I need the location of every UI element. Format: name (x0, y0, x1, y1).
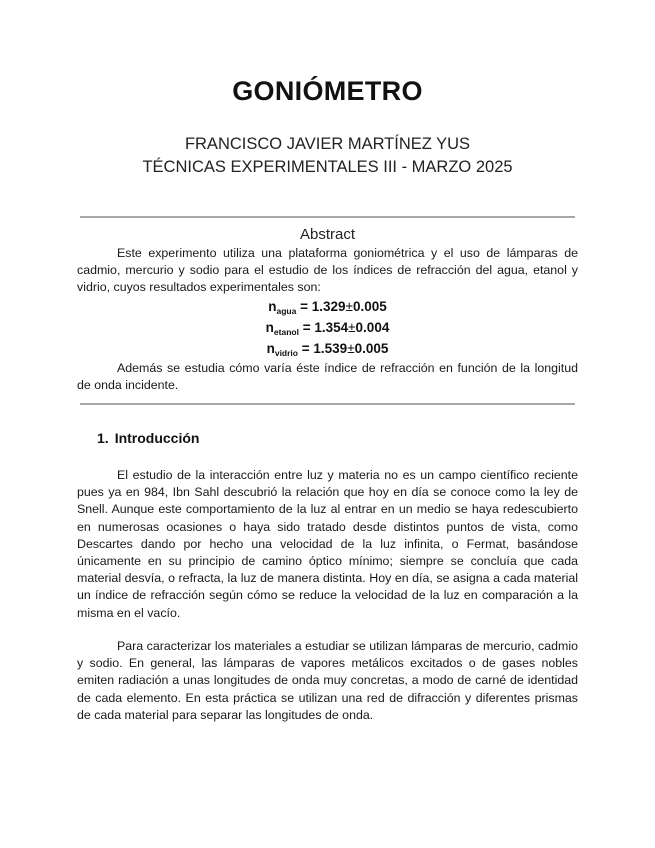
abstract-text-2: Además se estudia cómo varía éste índice de refracción en función de la longitud de onda incidente. (77, 361, 578, 393)
results-equations (0, 297, 655, 360)
intro-text-1: El estudio de la interacción entre luz y materia no es un campo científico reciente pues ya en 984, Ibn Sahl descubrió la relación que hoy en día se conoce como la ley de Snell. Aunque este comportamiento de la luz al entrar en un medio se haya redescubierto en numerosas ocasiones o haya sido tratado desde distintos puntos de vista, como Descartes dando por hecho una velocidad de la luz infinita, o Fermat, basándose únicamente en su principio de camino óptico mínimo; siempre se concluía que cada material desvía, o refracta, la luz de manera distinta. Hoy en día, se asigna a cada material un índice de refracción según cómo se reduce la velocidad de la luz en comparación a la misma en el vacío. (77, 468, 578, 620)
abstract-bottom-divider (80, 403, 575, 405)
author-name: FRANCISCO JAVIER MARTÍNEZ YUS (184, 135, 471, 153)
eq-symbol: n (265, 320, 274, 335)
result-etanol (0, 318, 655, 339)
plus-minus-symbol: ± (345, 299, 353, 314)
abstract-text-1: Este experimento utiliza una plataforma goniométrica y el uso de lámparas de cadmio, mercurio y sodio para el estudio de los índices de refracción del agua, etanol y vidrio, cuyos resultados experimentales son: (77, 246, 578, 295)
abstract-paragraph-2 (77, 360, 578, 394)
result-agua (0, 297, 655, 318)
abstract-heading: Abstract (299, 226, 356, 243)
eq-error: 0.005 (354, 341, 389, 356)
eq-value: = 1.539 (301, 341, 348, 356)
section-title: Introducción (114, 430, 200, 446)
section-heading-introduccion (97, 430, 199, 446)
plus-minus-symbol: ± (348, 320, 356, 335)
eq-value: = 1.329 (300, 299, 346, 314)
intro-text-2: Para caracterizar los materiales a estudiar se utilizan lámparas de mercurio, cadmio y sodio. En general, las lámparas de vapores metálicos excitados o de gases nobles emiten radiación a unas longitudes de onda muy concretas, a modo de carné de identidad de cada elemento. En esta práctica se utilizan una red de difracción y diferentes prismas de cada material para separar las longitudes de onda. (77, 639, 578, 722)
section-number: 1. (97, 430, 109, 446)
eq-symbol: n (268, 299, 277, 314)
eq-error: 0.005 (352, 299, 387, 314)
intro-paragraph-1 (77, 467, 578, 622)
intro-paragraph-2 (77, 638, 578, 724)
course-info: TÉCNICAS EXPERIMENTALES III - MARZO 2025 (142, 158, 513, 176)
eq-error: 0.004 (355, 320, 390, 335)
document-title: GONIÓMETRO (232, 76, 423, 106)
eq-subscript: agua (276, 306, 297, 316)
eq-symbol: n (266, 341, 275, 356)
eq-subscript: etanol (273, 327, 299, 337)
abstract-top-divider (80, 216, 575, 218)
eq-value: = 1.354 (302, 320, 349, 335)
abstract-paragraph (77, 245, 578, 297)
result-vidrio (0, 339, 655, 360)
eq-subscript: vidrio (274, 348, 298, 358)
plus-minus-symbol: ± (347, 341, 355, 356)
